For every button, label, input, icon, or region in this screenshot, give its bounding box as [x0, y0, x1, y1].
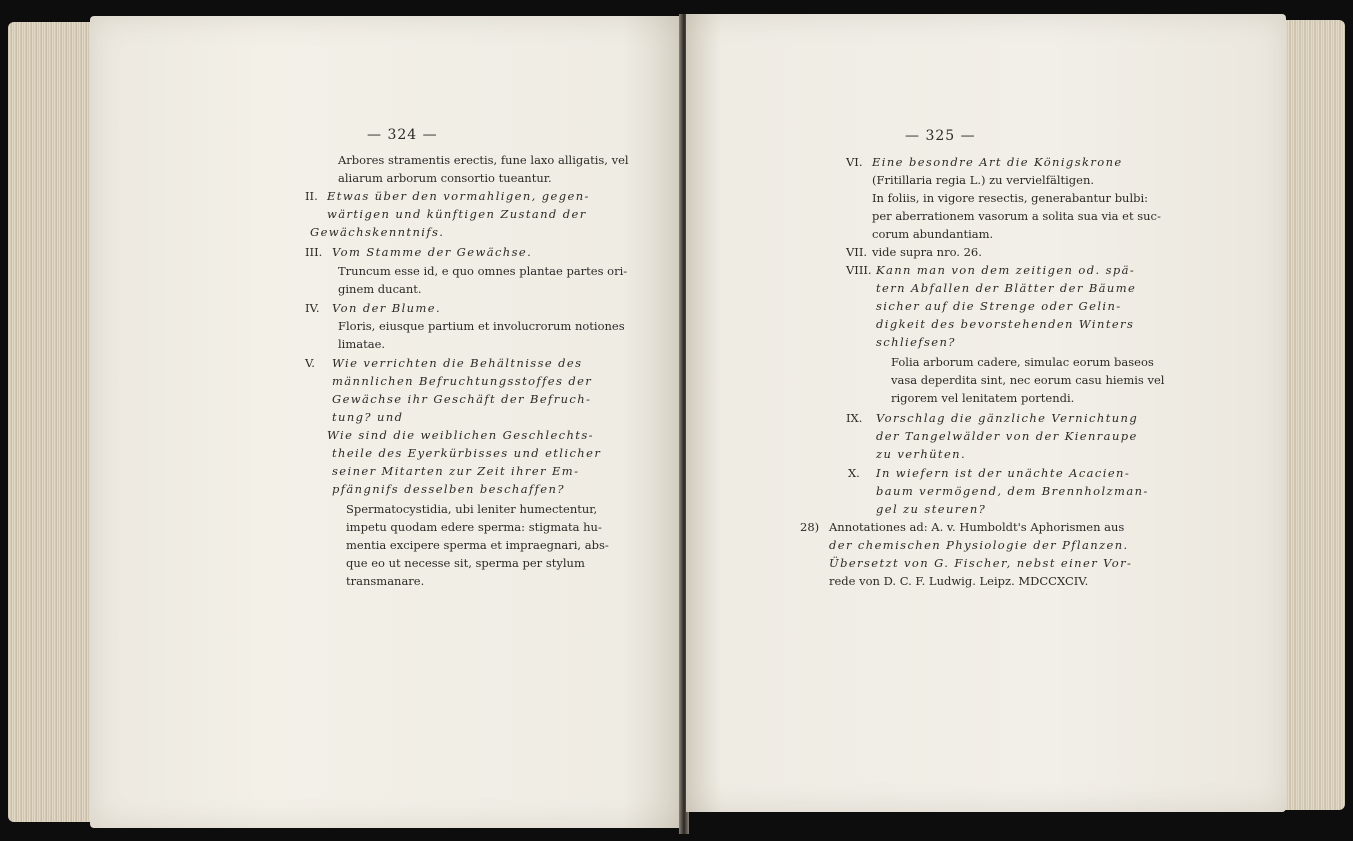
text-line: Floris, eiusque partium et involucrorum notiones	[338, 319, 625, 333]
section-heading: baum vermögend, dem Brennholzman-	[876, 484, 1149, 498]
text-line: vasa deperdita sint, nec eorum casu hiemis vel	[891, 373, 1165, 387]
section-heading: männlichen Befruchtungsstoffes der	[332, 374, 593, 388]
section-numeral: VI.	[846, 155, 863, 169]
text-line: mentia excipere sperma et impraegnari, abs-	[346, 538, 609, 552]
section-heading: digkeit des bevorstehenden Winters	[876, 317, 1135, 331]
section-numeral: VIII.	[846, 263, 872, 277]
section-numeral: X.	[848, 466, 860, 480]
section-heading: Gewächskenntnifs.	[310, 225, 445, 239]
section-numeral: VII.	[846, 245, 868, 259]
section-heading: schliefsen?	[876, 335, 956, 349]
text-line: per aberrationem vasorum a solita sua via et suc-	[872, 209, 1161, 223]
text-line: der chemischen Physiologie der Pflanzen.	[829, 538, 1129, 552]
section-heading: zu verhüten.	[876, 447, 967, 461]
section-heading: Eine besondre Art die Königskrone	[872, 155, 1123, 169]
section-heading: sicher auf die Strenge oder Gelin-	[876, 299, 1122, 313]
text-line: limatae.	[338, 337, 386, 351]
section-heading: wärtigen und künftigen Zustand der	[327, 207, 587, 221]
section-heading: gel zu steuren?	[876, 502, 987, 516]
section-heading: theile des Eyerkürbisses und etlicher	[332, 446, 602, 460]
text-line: Truncum esse id, e quo omnes plantae partes ori-	[338, 264, 628, 278]
section-heading: Vorschlag die gänzliche Vernichtung	[876, 411, 1139, 425]
text-line: ginem ducant.	[338, 282, 422, 296]
section-heading: pfängnifs desselben beschaffen?	[332, 482, 565, 496]
text-line: rigorem vel lenitatem portendi.	[891, 391, 1075, 405]
text-line: Übersetzt von G. Fischer, nebst einer Vor-	[829, 556, 1133, 570]
text-line: (Fritillaria regia L.) zu vervielfältigen.	[872, 173, 1095, 187]
section-numeral: II.	[305, 189, 318, 203]
section-numeral: IX.	[846, 411, 863, 425]
section-heading: seiner Mitarten zur Zeit ihrer Em-	[332, 464, 580, 478]
text-line: rede von D. C. F. Ludwig. Leipz. MDCCXCIV.	[829, 574, 1089, 588]
section-numeral: 28)	[800, 520, 820, 534]
section-heading: tung? und	[332, 410, 404, 424]
section-heading: Kann man von dem zeitigen od. spä-	[876, 263, 1136, 277]
section-numeral: III.	[305, 245, 323, 259]
section-heading: In wiefern ist der unächte Acacien-	[876, 466, 1131, 480]
text-line: corum abundantiam.	[872, 227, 994, 241]
text-line: Folia arborum cadere, simulac eorum baseos	[891, 355, 1154, 369]
text-line: aliarum arborum consortio tueantur.	[338, 171, 552, 185]
section-heading: der Tangelwälder von der Kienraupe	[876, 429, 1138, 443]
text-line: In foliis, in vigore resectis, generabantur bulbi:	[872, 191, 1149, 205]
section-numeral: V.	[305, 356, 315, 370]
section-heading: Wie verrichten die Behältnisse des	[332, 356, 583, 370]
section-heading: Etwas über den vormahligen, gegen-	[327, 189, 590, 203]
section-heading: Vom Stamme der Gewächse.	[332, 245, 533, 259]
page-edges-right	[1283, 20, 1345, 810]
left-page-number: — 324 —	[367, 127, 438, 143]
section-heading: Gewächse ihr Geschäft der Befruch-	[332, 392, 592, 406]
section-heading: Von der Blume.	[332, 301, 442, 315]
text-line: vide supra nro. 26.	[872, 245, 982, 259]
page-edges-left	[8, 22, 98, 822]
text-line: Spermatocystidia, ubi leniter humectentur,	[346, 502, 598, 516]
section-numeral: IV.	[305, 301, 320, 315]
text-line: impetu quodam edere sperma: stigmata hu-	[346, 520, 602, 534]
text-line: Arbores stramentis erectis, fune laxo alligatis, vel	[338, 153, 629, 167]
text-line: Annotationes ad: A. v. Humboldt's Aphorismen aus	[829, 520, 1125, 534]
section-heading: Wie sind die weiblichen Geschlechts-	[327, 428, 594, 442]
text-line: que eo ut necesse sit, sperma per stylum	[346, 556, 585, 570]
section-heading: tern Abfallen der Blätter der Bäume	[876, 281, 1137, 295]
right-page-number: — 325 —	[905, 128, 976, 144]
text-line: transmanare.	[346, 574, 425, 588]
